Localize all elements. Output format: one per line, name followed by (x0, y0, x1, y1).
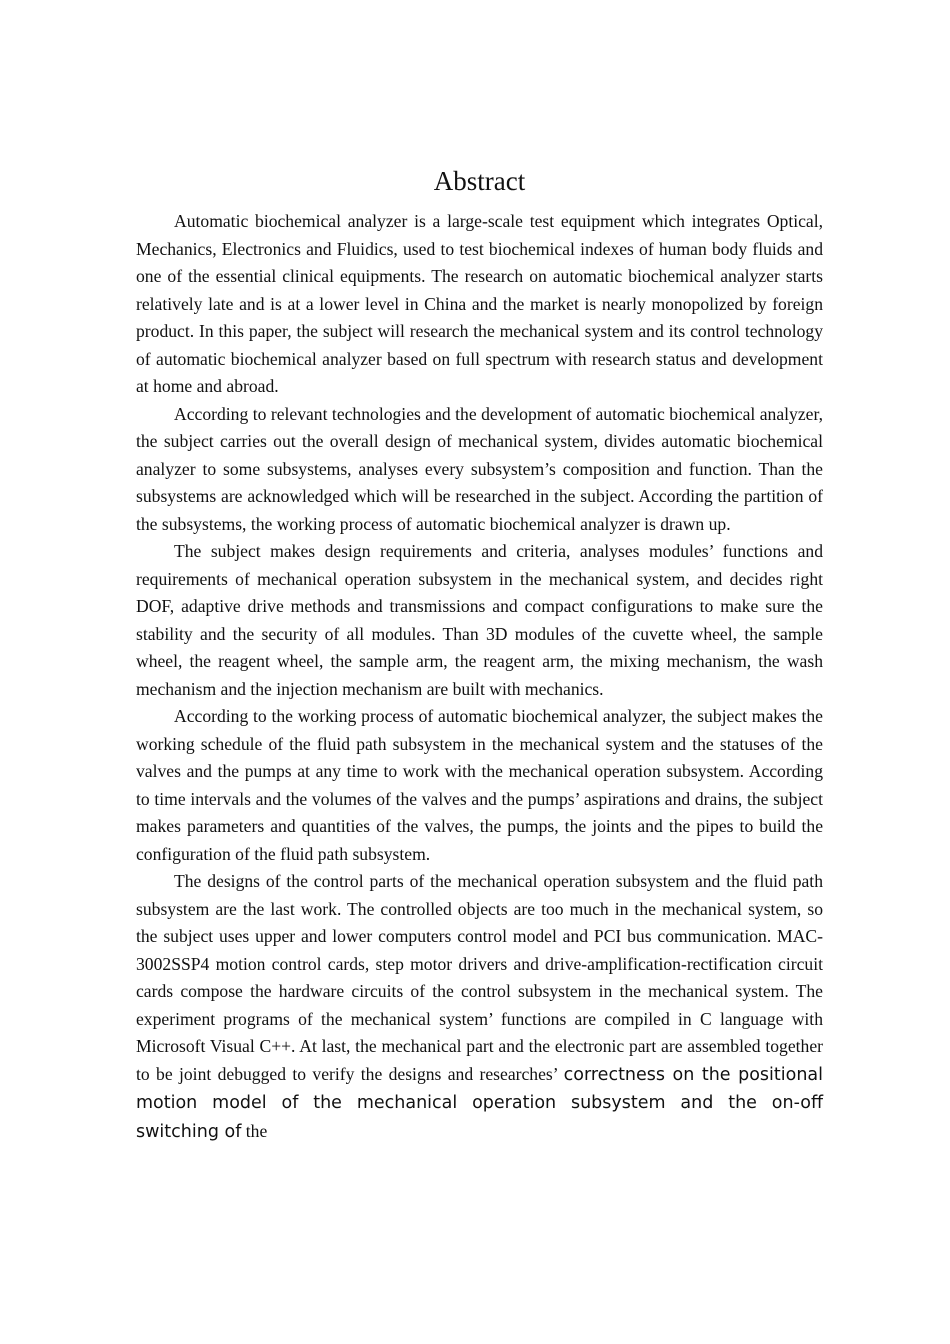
paragraph-5-sans: correctness on the positional motion model of the mechanical operation subsystem and the on-off switching of (136, 1064, 823, 1142)
paragraph-4: According to the working process of automatic biochemical analyzer, the subject makes the working schedule of the fluid path subsystem in the mechanical system and the statuses of the valves and the pumps at any time to work with the mechanical operation subsystem. According to time intervals and the volumes of the valves and the pumps’ aspirations and drains, the subject makes parameters and quantities of the valves, the pumps, the joints and the pipes to build the configuration of the fluid path subsystem. (136, 706, 823, 864)
abstract-page (136, 164, 823, 1146)
paragraph-3: The subject makes design requirements and criteria, analyses modules’ functions and requirements of mechanical operation subsystem in the mechanical system, and decides right DOF, adaptive drive methods and transmissions and compact configurations to make sure the stability and the security of all modules. Than 3D modules of the cuvette wheel, the sample wheel, the reagent wheel, the sample arm, the reagent arm, the mixing mechanism, the wash mechanism and the injection mechanism are built with mechanics. (136, 541, 823, 699)
paragraph-1: Automatic biochemical analyzer is a large-scale test equipment which integrates Optical, Mechanics, Electronics and Fluidics, used to test biochemical indexes of human body fluids and one of the essential clinical equipments. The research on automatic biochemical analyzer starts relatively late and is at a lower level in China and the market is nearly monopolized by foreign product. In this paper, the subject will research the mechanical system and its control technology of automatic biochemical analyzer based on full spectrum with research status and development at home and abroad. (136, 211, 823, 396)
paragraph-2: According to relevant technologies and the development of automatic biochemical analyzer, the subject carries out the overall design of mechanical system, divides automatic biochemical analyzer to some subsystems, analyses every subsystem’s composition and function. Than the subsystems are acknowledged which will be researched in the subject. According the partition of the subsystems, the working process of automatic biochemical analyzer is drawn up. (136, 403, 823, 534)
paragraph-5-tail: the (241, 1120, 268, 1141)
abstract-title: Abstract (433, 166, 526, 196)
paragraph-5 (136, 868, 823, 1146)
paragraph-5-serif: The designs of the control parts of the mechanical operation subsystem and the fluid path subsystem are the last work. The controlled objects are too much in the mechanical system, so the subject uses upper and lower computers control model and PCI bus communication. MAC-3002SSP4 motion control cards, step motor drivers and drive-amplification-rectification circuit cards compose the hardware circuits of the control subsystem in the mechanical system. The experiment programs of the mechanical system’ functions are compiled in C language with Microsoft Visual C++. At last, the mechanical part and the electronic part are assembled together to be joint debugged to verify the designs and researches’ (136, 871, 823, 1084)
